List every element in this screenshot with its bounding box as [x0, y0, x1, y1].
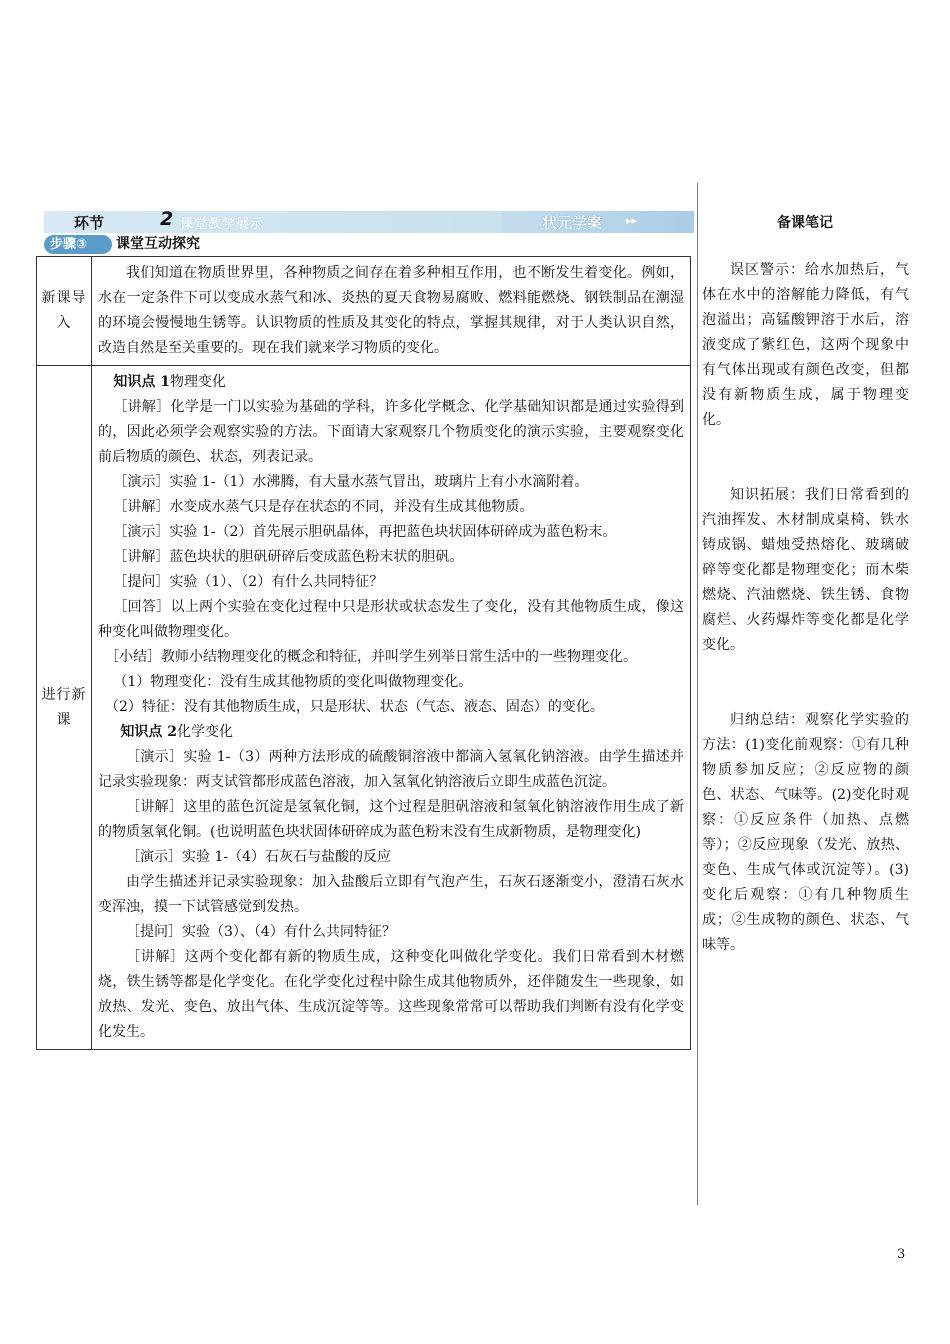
lesson-paragraph: ［提问］实验（1）、（2）有什么共同特征？: [113, 574, 384, 590]
lesson-paragraph: ［演示］实验 1-（4）石灰石与盐酸的反应: [126, 849, 391, 865]
table-row: [37, 257, 691, 366]
lesson-paragraph: ［演示］实验 1-（1）水沸腾，有大量水蒸气冒出，玻璃片上有小水滴附着。: [113, 474, 589, 490]
lesson-paragraph: ［回答］以上两个实验在变化过程中只是形状或状态发生了变化，没有其他物质生成，像这种变化叫做物理变化。: [98, 599, 684, 640]
note-text: 归纳总结：观察化学实验的方法：(1)变化前观察：①有几种物质参加反应；②反应物的颜色、状态、气味等。(2)变化时观察：①反应条件（加热、点燃等）；②反应现象（发光、放热、变色、生成气体或沉淀等）。(3)变化后观察：①有几种物质生成；②生成物的颜色、状态、气味等。: [702, 712, 909, 953]
knowledge-point-1: [98, 370, 684, 395]
kp1-title: 知识点 1: [113, 374, 171, 390]
lesson-paragraph: ［讲解］这里的蓝色沉淀是氢氧化铜，这个过程是胆矾溶液和氢氧化钠溶液作用生成了新的物质氢氧化铜。(也说明蓝色块状固体研碎成为蓝色粉末没有生成新物质，是物理变化): [98, 799, 684, 840]
note-text: 误区警示：给水加热后，气体在水中的溶解能力降低，有气泡溢出；高锰酸钾溶于水后，溶液变成了紫红色，这两个现象中有气体出现或有颜色改变，但都没有新物质生成，属于物理变化。: [702, 262, 909, 428]
kp1-name: 物理变化: [170, 374, 227, 390]
knowledge-point-2: [98, 720, 684, 745]
intro-paragraph: 我们知道在物质世界里，各种物质之间存在着多种相互作用，也不断发生着变化。例如，水在一定条件下可以变成水蒸气和冰、炎热的夏天食物易腐败、燃料能燃烧、钢铁制品在潮湿的环境会慢慢地生锈等。认识物质的性质及其变化的特点，掌握其规律，对于人类认识自然，改造自然是至关重要的。现在我们就来学习物质的变化。: [98, 265, 684, 356]
lesson-paragraph: ［讲解］蓝色块状的胆矾研碎后变成蓝色粉末状的胆矾。: [113, 549, 464, 565]
lesson-paragraph: ［演示］实验 1-（3）两种方法形成的硫酸铜溶液中都滴入氢氧化钠溶液。由学生描述并记录实验现象：两支试管都形成蓝色溶液，加入氢氧化钠溶液后立即生成蓝色沉淀。: [98, 749, 684, 790]
lesson-paragraph: ［小结］教师小结物理变化的概念和特征，并叫学生列举日常生活中的一些物理变化。: [105, 649, 637, 665]
note-summary: [702, 708, 909, 958]
lesson-paragraph: ［讲解］水变成水蒸气只是存在状态的不同，并没有生成其他物质。: [113, 499, 534, 515]
lesson-paragraph: 由学生描述并记录实验现象：加入盐酸后立即有气泡产生，石灰石逐渐变小，澄清石灰水变浑浊，摸一下试管感觉到发热。: [98, 874, 684, 915]
row-label-new-lesson: 进行新课: [37, 366, 92, 1050]
note-misconception: [702, 258, 909, 433]
page-number: 3: [897, 1247, 906, 1262]
brand-name: 状元学案: [542, 214, 603, 232]
table-row: [37, 366, 691, 1050]
section-banner: [44, 208, 692, 233]
intro-content: [92, 257, 691, 366]
notes-title: 备课笔记: [777, 215, 833, 231]
note-extension: [702, 483, 909, 658]
row-label-intro: 新课导入: [37, 257, 92, 366]
step-badge: 步骤③: [44, 235, 112, 254]
lesson-paragraph: （2）特征：没有其他物质生成，只是形状、状态（气态、液态、固态）的变化。: [105, 699, 604, 715]
lesson-paragraph: ［提问］实验（3）、（4）有什么共同特征？: [126, 924, 396, 940]
lesson-table: [36, 256, 691, 1050]
lesson-paragraph: ［演示］实验 1-（2）首先展示胆矾晶体，再把蓝色块状固体研碎成为蓝色粉末。: [113, 524, 617, 540]
new-lesson-content: [92, 366, 691, 1050]
lesson-paragraph: （1）物理变化：没有生成其他物质的变化叫做物理变化。: [113, 674, 473, 690]
note-text: 知识拓展：我们日常看到的汽油挥发、木材制成桌椅、铁水铸成锅、蜡烛受热熔化、玻璃破碎等变化都是物理变化；而木柴燃烧、汽油燃烧、铁生锈、食物腐烂、火药爆炸等变化都是化学变化。: [702, 487, 909, 653]
step-header: [44, 235, 284, 254]
lesson-paragraph: ［讲解］化学是一门以实验为基础的学科，许多化学概念、化学基础知识都是通过实验得到的，因此必须学会观察实验的方法。下面请大家观察几个物质变化的演示实验，主要观察变化前后物质的颜色、状态，列表记录。: [98, 399, 684, 465]
double-arrow-icon: ▸▸: [626, 214, 638, 227]
section-label: 环节: [74, 214, 105, 232]
step-title: 课堂互动探究: [116, 236, 200, 252]
section-title: 课堂教学展示: [180, 217, 265, 232]
column-divider: [697, 183, 698, 1205]
section-number: 2: [160, 208, 174, 230]
brand-tab: [502, 211, 694, 233]
lesson-paragraph: ［讲解］这两个变化都有新的物质生成，这种变化叫做化学变化。我们日常看到木材燃烧，铁生锈等都是化学变化。在化学变化过程中除生成其他物质外，还伴随发生一些现象，如放热、发光、变色、放出气体、生成沉淀等等。这些现象常常可以帮助我们判断有没有化学变化发生。: [98, 949, 684, 1040]
kp2-name: 化学变化: [177, 724, 234, 740]
kp2-title: 知识点 2: [120, 724, 178, 740]
